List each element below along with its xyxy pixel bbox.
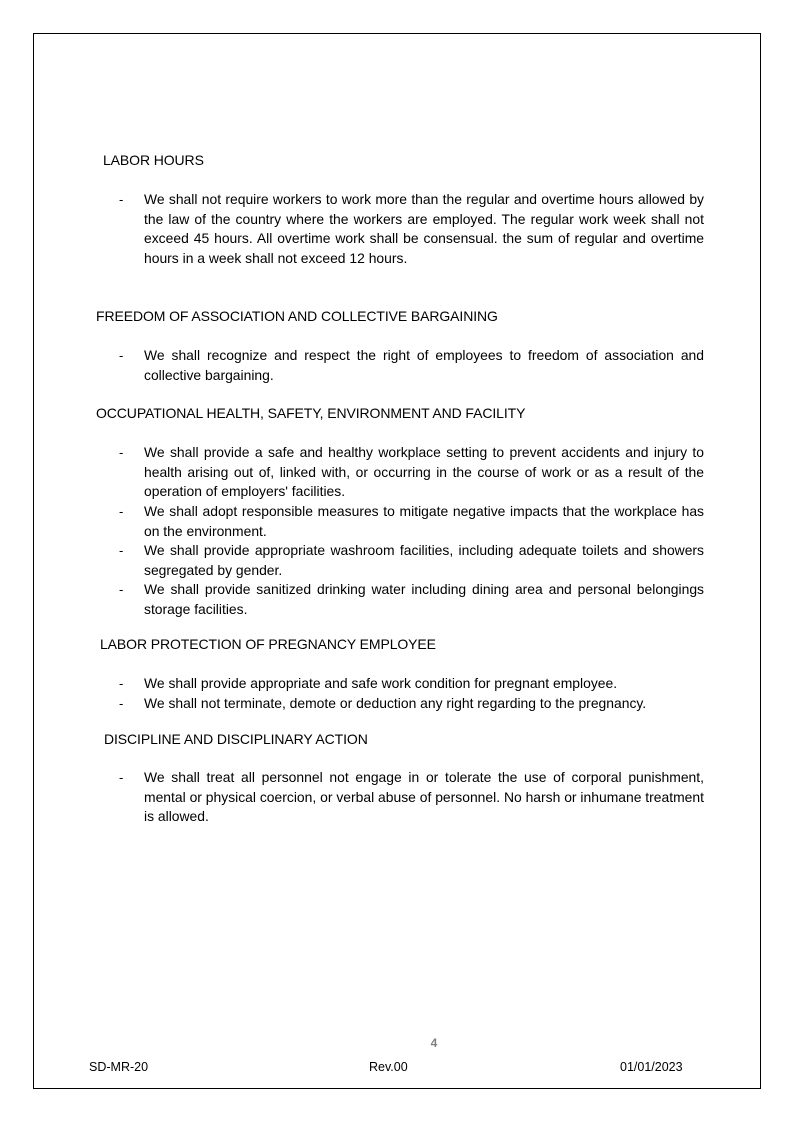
bullet-dash: -	[119, 582, 124, 597]
list-item	[119, 190, 704, 268]
bullet-dash: -	[119, 504, 124, 519]
section-heading-freedom-of-association: FREEDOM OF ASSOCIATION AND COLLECTIVE BARGAINING	[96, 308, 498, 324]
list-item	[119, 694, 704, 714]
bullet-dash: -	[119, 192, 124, 207]
list-item-text: We shall not terminate, demote or deduction any right regarding to the pregnancy.	[144, 695, 647, 711]
footer-date: 01/01/2023	[620, 1060, 683, 1074]
list-item	[119, 674, 704, 694]
section-heading-pregnancy-protection: LABOR PROTECTION OF PREGNANCY EMPLOYEE	[100, 636, 436, 652]
list-item	[119, 443, 704, 502]
bullet-dash: -	[119, 676, 124, 691]
list-item-text: We shall provide sanitized drinking water including dining area and personal belongings storage facilities.	[144, 581, 704, 617]
list-item	[119, 768, 704, 827]
list-item-text: We shall treat all personnel not engage in or tolerate the use of corporal punishment, mental or physical coercion, or verbal abuse of personnel. No harsh or inhumane treatment is allowed.	[144, 769, 704, 824]
list-item	[119, 541, 704, 580]
list-item-text: We shall adopt responsible measures to mitigate negative impacts that the workplace has on the environment.	[144, 503, 704, 539]
page-number: 4	[430, 1036, 438, 1050]
list-item-text: We shall provide appropriate and safe work condition for pregnant employee.	[144, 675, 618, 691]
list-item	[119, 502, 704, 541]
bullet-dash: -	[119, 696, 124, 711]
list-item	[119, 580, 704, 619]
bullet-dash: -	[119, 348, 124, 363]
bullet-dash: -	[119, 445, 124, 460]
list-item-text: We shall provide appropriate washroom facilities, including adequate toilets and showers segregated by gender.	[144, 542, 704, 578]
list-item-text: We shall provide a safe and healthy workplace setting to prevent accidents and injury to health arising out of, linked with, or occurring in the course of work or as a result of the operation of employers' facilities.	[144, 444, 704, 499]
bullet-dash: -	[119, 543, 124, 558]
section-heading-occupational-health: OCCUPATIONAL HEALTH, SAFETY, ENVIRONMENT AND FACILITY	[96, 405, 526, 421]
list-item-text: We shall not require workers to work more than the regular and overtime hours allowed by the law of the country where the workers are employed. The regular work week shall not exceed 45 hours. All overtime work shall be consensual. the sum of regular and overtime hours in a week shall not exceed 12 hours.	[144, 191, 704, 266]
section-heading-discipline: DISCIPLINE AND DISCIPLINARY ACTION	[104, 731, 368, 747]
footer-revision: Rev.00	[369, 1060, 408, 1074]
list-item-text: We shall recognize and respect the right of employees to freedom of association and collective bargaining.	[144, 347, 704, 383]
bullet-dash: -	[119, 770, 124, 785]
list-item	[119, 346, 704, 385]
section-heading-labor-hours: LABOR HOURS	[103, 152, 204, 168]
footer-doc-code: SD-MR-20	[89, 1060, 149, 1074]
